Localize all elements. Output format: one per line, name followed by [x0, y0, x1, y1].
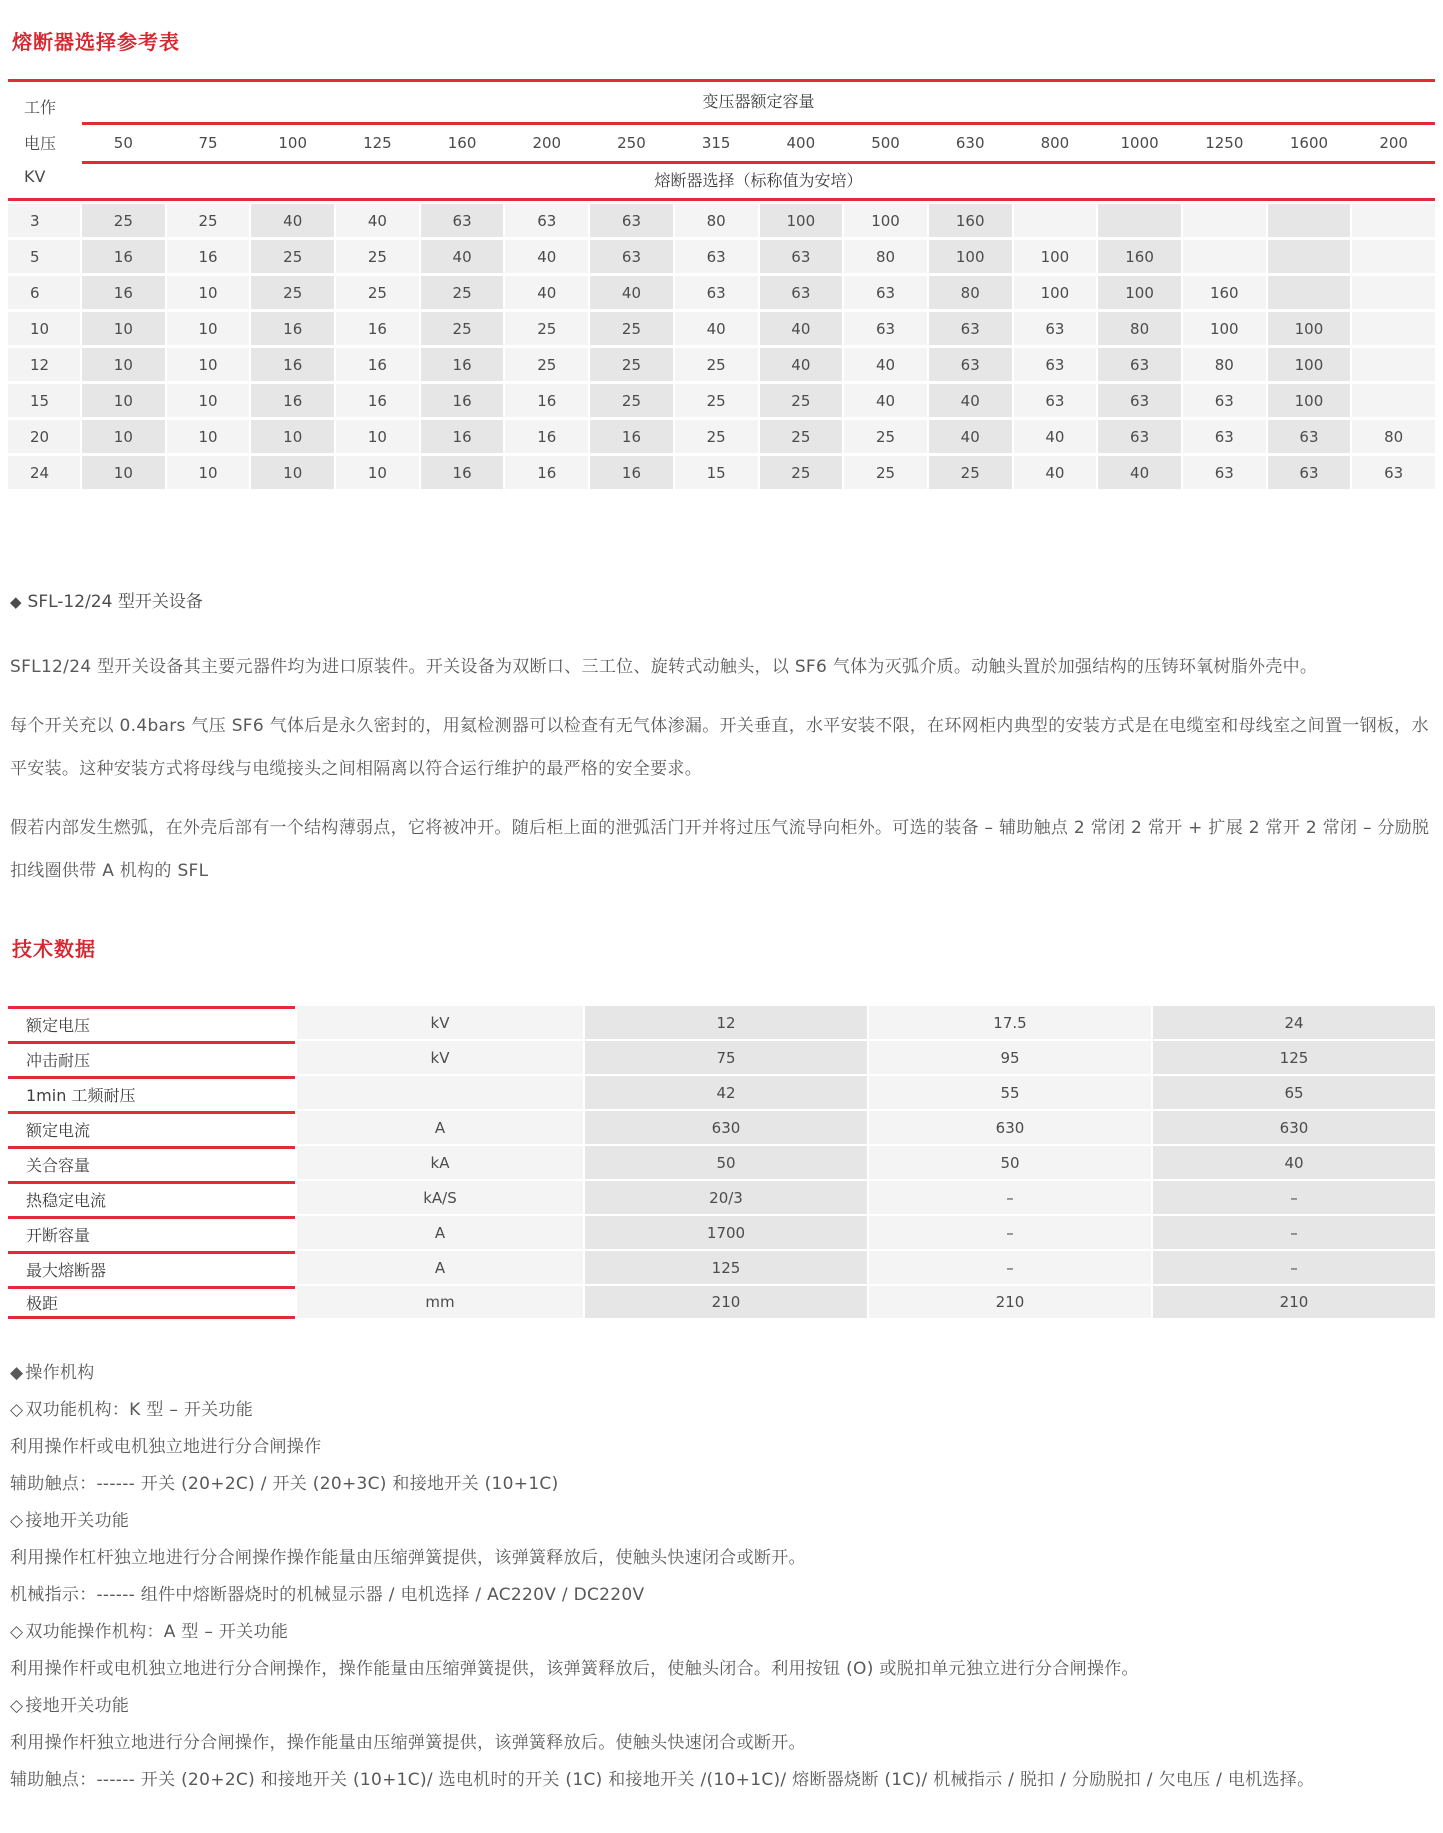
- switchgear-heading: [10, 587, 1435, 612]
- fuse-table-row: [8, 384, 1435, 417]
- fuse-value-cell: [1098, 204, 1181, 237]
- tech-section-title: 技术数据: [12, 937, 96, 961]
- fuse-value-cell: 16: [421, 384, 504, 417]
- tech-unit-cell: [297, 1076, 583, 1109]
- fuse-value-cell: 16: [505, 420, 588, 453]
- fuse-value-cell: 16: [590, 420, 673, 453]
- mechanism-line: [10, 1509, 1435, 1533]
- fuse-value-cell: 25: [675, 420, 758, 453]
- fuse-value-cell: 100: [1268, 348, 1351, 381]
- tech-value-cell: 210: [1153, 1286, 1435, 1318]
- fuse-table-header: [8, 79, 1435, 201]
- fuse-value-cell: 25: [590, 312, 673, 345]
- fuse-value-cell: 40: [760, 312, 843, 345]
- fuse-value-cell: 16: [251, 312, 334, 345]
- tech-row-label: 额定电压: [8, 1006, 295, 1039]
- fuse-value-cell: 16: [336, 348, 419, 381]
- voltage-cell: 24: [8, 456, 80, 489]
- fuse-value-cell: 100: [929, 240, 1012, 273]
- tech-value-cell: 20/3: [585, 1181, 867, 1214]
- fuse-value-cell: 10: [82, 384, 165, 417]
- capacity-header-cell: 315: [701, 134, 731, 152]
- capacity-header-cell: 200: [532, 134, 562, 152]
- fuse-value-cell: 16: [421, 420, 504, 453]
- corner-line: KV: [24, 166, 46, 186]
- fuse-value-cell: 10: [251, 420, 334, 453]
- tech-value-cell: –: [1153, 1181, 1435, 1214]
- fuse-value-cell: [1352, 240, 1435, 273]
- fuse-value-cell: 10: [82, 420, 165, 453]
- tech-unit-cell: mm: [297, 1286, 583, 1318]
- fuse-selection-table: [8, 79, 1435, 489]
- tech-table-row: [8, 1216, 1435, 1249]
- mechanism-text: 辅助触点：------ 开关 (20+2C) / 开关 (20+3C) 和接地开关 (10+1C): [10, 1474, 559, 1494]
- fuse-value-cell: 80: [1098, 312, 1181, 345]
- fuse-value-cell: 10: [167, 312, 250, 345]
- fuse-value-cell: 63: [760, 276, 843, 309]
- fuse-value-cell: 40: [675, 312, 758, 345]
- mechanism-text: 双功能机构：K 型 – 开关功能: [25, 1400, 254, 1420]
- fuse-value-cell: 25: [167, 204, 250, 237]
- fuse-value-cell: 16: [82, 276, 165, 309]
- switchgear-title: SFL-12/24 型开关设备: [27, 592, 203, 612]
- mechanism-text: 机械指示：------ 组件中熔断器烧时的机械显示器 / 电机选择 / AC220V / DC220V: [10, 1585, 645, 1605]
- tech-row-label: 开断容量: [8, 1216, 295, 1249]
- fuse-value-cell: 40: [1014, 456, 1097, 489]
- tech-value-cell: 630: [869, 1111, 1151, 1144]
- fuse-value-cell: 10: [167, 384, 250, 417]
- fuse-value-cell: 63: [1098, 420, 1181, 453]
- fuse-value-cell: 63: [675, 276, 758, 309]
- fuse-value-cell: 16: [336, 384, 419, 417]
- tech-value-cell: 65: [1153, 1076, 1435, 1109]
- fuse-value-cell: 80: [1183, 348, 1266, 381]
- fuse-value-cell: 80: [844, 240, 927, 273]
- fuse-table-row: [8, 312, 1435, 345]
- mechanism-line: [10, 1620, 1435, 1644]
- diamond-hollow-icon: ◇: [10, 1400, 24, 1420]
- mechanism-text: 辅助触点：------ 开关 (20+2C) 和接地开关 (10+1C)/ 选电机时的开关 (1C) 和接地开关 /(10+1C)/ 熔断器烧断 (1C)/ 机械指示 / 脱扣 / 分励脱扣 / 欠电压 / 电机选择。: [10, 1770, 1315, 1790]
- fuse-value-cell: 25: [251, 240, 334, 273]
- tech-value-cell: 50: [869, 1146, 1151, 1179]
- mechanism-text: 利用操作杆或电机独立地进行分合闸操作: [10, 1437, 322, 1457]
- capacity-header-cell: 50: [113, 134, 133, 152]
- tech-value-cell: –: [869, 1251, 1151, 1284]
- fuse-value-cell: 160: [929, 204, 1012, 237]
- tech-value-cell: 50: [585, 1146, 867, 1179]
- fuse-table-row: [8, 348, 1435, 381]
- tech-row-label: 关合容量: [8, 1146, 295, 1179]
- fuse-value-cell: [1183, 204, 1266, 237]
- fuse-value-cell: 25: [251, 276, 334, 309]
- fuse-value-cell: 63: [505, 204, 588, 237]
- tech-table-row: [8, 1076, 1435, 1109]
- fuse-value-cell: 63: [1183, 384, 1266, 417]
- fuse-value-cell: 160: [1183, 276, 1266, 309]
- voltage-cell: 6: [8, 276, 80, 309]
- fuse-value-cell: 16: [505, 384, 588, 417]
- fuse-value-cell: [1014, 204, 1097, 237]
- voltage-cell: 10: [8, 312, 80, 345]
- tech-value-cell: 17.5: [869, 1006, 1151, 1039]
- fuse-value-cell: 16: [505, 456, 588, 489]
- fuse-value-cell: 10: [82, 456, 165, 489]
- fuse-value-cell: [1352, 276, 1435, 309]
- fuse-value-cell: 63: [590, 204, 673, 237]
- fuse-value-cell: 25: [760, 420, 843, 453]
- tech-row-label: 1min 工频耐压: [8, 1076, 295, 1109]
- fuse-value-cell: 80: [1352, 420, 1435, 453]
- fuse-value-cell: 16: [82, 240, 165, 273]
- fuse-value-cell: 100: [1098, 276, 1181, 309]
- fuse-value-cell: 25: [675, 348, 758, 381]
- tech-unit-cell: A: [297, 1251, 583, 1284]
- fuse-value-cell: [1183, 240, 1266, 273]
- fuse-value-cell: 100: [1268, 312, 1351, 345]
- switchgear-paragraphs: [10, 646, 1435, 893]
- voltage-cell: 12: [8, 348, 80, 381]
- fuse-value-cell: 63: [844, 312, 927, 345]
- fuse-value-cell: 40: [844, 348, 927, 381]
- mechanism-text: 操作机构: [25, 1363, 95, 1383]
- tech-unit-cell: kA/S: [297, 1181, 583, 1214]
- tech-value-cell: 95: [869, 1041, 1151, 1074]
- fuse-value-cell: 10: [167, 420, 250, 453]
- fuse-value-cell: 63: [1098, 384, 1181, 417]
- paragraph: 假若内部发生燃弧，在外壳后部有一个结构薄弱点，它将被冲开。随后柜上面的泄弧活门开并将过压气流导向柜外。可选的装备 – 辅助触点 2 常闭 2 常开 + 扩展 2 常开 2 常闭 – 分励脱扣线圈供带 A 机构的 SFL: [10, 818, 1430, 881]
- fuse-value-cell: [1352, 348, 1435, 381]
- fuse-value-cell: 160: [1098, 240, 1181, 273]
- capacity-header-cell: 630: [955, 134, 985, 152]
- fuse-value-cell: 63: [1014, 384, 1097, 417]
- fuse-value-cell: [1268, 204, 1351, 237]
- fuse-value-cell: 63: [1268, 420, 1351, 453]
- fuse-value-cell: 63: [929, 312, 1012, 345]
- diamond-hollow-icon: ◇: [10, 1622, 24, 1642]
- fuse-value-cell: 16: [167, 240, 250, 273]
- fuse-value-cell: [1268, 276, 1351, 309]
- fuse-value-cell: 63: [844, 276, 927, 309]
- diamond-hollow-icon: ◇: [10, 1696, 24, 1716]
- mechanism-line: [10, 1546, 1435, 1570]
- tech-value-cell: –: [1153, 1216, 1435, 1249]
- fuse-value-cell: 63: [590, 240, 673, 273]
- mechanism-text: 利用操作杠杆独立地进行分合闸操作操作能量由压缩弹簧提供，该弹簧释放后，使触头快速闭合或断开。: [10, 1548, 806, 1568]
- fuse-value-cell: 40: [251, 204, 334, 237]
- working-voltage-corner: [8, 82, 80, 198]
- fuse-value-cell: 25: [421, 276, 504, 309]
- tech-unit-cell: kA: [297, 1146, 583, 1179]
- mechanism-line: [10, 1768, 1435, 1792]
- fuse-value-cell: 63: [760, 240, 843, 273]
- capacity-header-cell: 160: [447, 134, 477, 152]
- fuse-value-cell: 10: [167, 456, 250, 489]
- mechanism-text: 接地开关功能: [25, 1696, 130, 1716]
- tech-data-table: [8, 1006, 1435, 1319]
- capacity-header: 变压器额定容量: [82, 82, 1435, 125]
- fuse-value-cell: [1352, 384, 1435, 417]
- tech-unit-cell: A: [297, 1111, 583, 1144]
- fuse-value-cell: 25: [590, 348, 673, 381]
- capacity-header-cell: 1000: [1120, 134, 1159, 152]
- capacity-header-cell: 1600: [1289, 134, 1329, 152]
- fuse-value-cell: 63: [1014, 348, 1097, 381]
- diamond-hollow-icon: ◇: [10, 1511, 24, 1531]
- fuse-table-row: [8, 276, 1435, 309]
- capacity-header-cell: 75: [198, 134, 218, 152]
- tech-value-cell: –: [869, 1216, 1151, 1249]
- fuse-value-cell: 40: [1014, 420, 1097, 453]
- tech-value-cell: –: [869, 1181, 1151, 1214]
- fuse-value-cell: 25: [929, 456, 1012, 489]
- tech-table-row: [8, 1111, 1435, 1144]
- tech-row-label: 最大熔断器: [8, 1251, 295, 1284]
- fuse-value-cell: 10: [167, 348, 250, 381]
- fuse-value-cell: 16: [590, 456, 673, 489]
- capacity-header-cell: 100: [278, 134, 308, 152]
- tech-table-row: [8, 1286, 1435, 1319]
- fuse-value-cell: 10: [167, 276, 250, 309]
- tech-value-cell: 55: [869, 1076, 1151, 1109]
- fuse-value-cell: 63: [1183, 420, 1266, 453]
- fuse-value-cell: 25: [675, 384, 758, 417]
- fuse-table-row: [8, 240, 1435, 273]
- mechanism-line: [10, 1694, 1435, 1718]
- fuse-value-cell: 16: [251, 348, 334, 381]
- tech-row-label: 热稳定电流: [8, 1181, 295, 1214]
- corner-line: 工作: [24, 97, 57, 117]
- fuse-value-cell: 40: [505, 276, 588, 309]
- fuse-table-body: [8, 204, 1435, 489]
- mechanism-text: 接地开关功能: [25, 1511, 130, 1531]
- fuse-value-cell: 25: [336, 240, 419, 273]
- paragraph: 每个开关充以 0.4bars 气压 SF6 气体后是永久密封的，用氦检测器可以检查有无气体渗漏。开关垂直，水平安装不限，在环网柜内典型的安装方式是在电缆室和母线室之间置一钢板，水平安装。这种安装方式将母线与电缆接头之间相隔离以符合运行维护的最严格的安全要求。: [10, 716, 1429, 779]
- paragraph: SFL12/24 型开关设备其主要元器件均为进口原装件。开关设备为双断口、三工位、旋转式动触头，以 SF6 气体为灭弧介质。动触头置於加强结构的压铸环氧树脂外壳中。: [10, 657, 1318, 677]
- diamond-solid-icon: ◆: [10, 1363, 24, 1383]
- capacity-header-cell: 125: [363, 134, 392, 152]
- tech-table-row: [8, 1006, 1435, 1039]
- fuse-value-cell: [1268, 240, 1351, 273]
- tech-row-label: 额定电流: [8, 1111, 295, 1144]
- tech-value-cell: 42: [585, 1076, 867, 1109]
- tech-value-cell: 630: [585, 1111, 867, 1144]
- diamond-solid-icon: ◆: [10, 593, 22, 611]
- tech-value-cell: 630: [1153, 1111, 1435, 1144]
- fuse-value-cell: 100: [760, 204, 843, 237]
- capacity-header-cell: 1250: [1205, 134, 1244, 152]
- tech-value-cell: 125: [1153, 1041, 1435, 1074]
- fuse-value-cell: 25: [336, 276, 419, 309]
- fuse-header-right: [82, 82, 1435, 198]
- fuse-value-cell: 16: [421, 456, 504, 489]
- mechanism-line: [10, 1435, 1435, 1459]
- tech-unit-cell: kV: [297, 1041, 583, 1074]
- voltage-cell: 20: [8, 420, 80, 453]
- mechanism-section: [10, 1361, 1435, 1792]
- capacity-header-cell: 200: [1379, 134, 1408, 152]
- fuse-value-cell: 63: [929, 348, 1012, 381]
- capacity-header-cell: 800: [1040, 134, 1070, 152]
- fuse-section-title: 熔断器选择参考表: [12, 30, 180, 54]
- capacity-header-cell: 250: [617, 134, 646, 152]
- mechanism-line: [10, 1398, 1435, 1422]
- mechanism-line: [10, 1583, 1435, 1607]
- capacity-header-cell: 400: [786, 134, 816, 152]
- fuse-value-cell: 16: [336, 312, 419, 345]
- fuse-capacity-row: [82, 125, 1435, 164]
- fuse-value-cell: 63: [675, 240, 758, 273]
- mechanism-text: 双功能操作机构：A 型 – 开关功能: [25, 1622, 289, 1642]
- fuse-value-cell: 40: [760, 348, 843, 381]
- fuse-value-cell: 40: [844, 384, 927, 417]
- fuse-value-cell: 25: [760, 456, 843, 489]
- voltage-cell: 5: [8, 240, 80, 273]
- fuse-table-row: [8, 456, 1435, 489]
- fuse-value-cell: 15: [675, 456, 758, 489]
- fuse-value-cell: [1352, 312, 1435, 345]
- fuse-value-cell: 10: [336, 420, 419, 453]
- fuse-value-cell: 25: [590, 384, 673, 417]
- fuse-value-cell: 25: [505, 312, 588, 345]
- fuse-value-cell: 40: [505, 240, 588, 273]
- tech-table-row: [8, 1146, 1435, 1179]
- voltage-cell: 3: [8, 204, 80, 237]
- fuse-value-cell: 100: [1014, 240, 1097, 273]
- fuse-value-cell: 63: [1098, 348, 1181, 381]
- tech-value-cell: 12: [585, 1006, 867, 1039]
- tech-value-cell: 24: [1153, 1006, 1435, 1039]
- fuse-value-cell: 25: [760, 384, 843, 417]
- tech-row-label: 冲击耐压: [8, 1041, 295, 1074]
- fuse-value-cell: 25: [505, 348, 588, 381]
- fuse-value-cell: 40: [421, 240, 504, 273]
- fuse-value-cell: 100: [1014, 276, 1097, 309]
- fuse-value-cell: 63: [421, 204, 504, 237]
- tech-unit-cell: A: [297, 1216, 583, 1249]
- fuse-value-cell: 100: [1268, 384, 1351, 417]
- fuse-table-row: [8, 420, 1435, 453]
- fuse-value-cell: 63: [1268, 456, 1351, 489]
- fuse-value-cell: 10: [82, 348, 165, 381]
- fuse-value-cell: 10: [82, 312, 165, 345]
- corner-line: 电压: [24, 133, 57, 153]
- fuse-value-cell: 40: [929, 384, 1012, 417]
- mechanism-line: [10, 1657, 1435, 1681]
- fuse-value-cell: 16: [251, 384, 334, 417]
- tech-value-cell: 40: [1153, 1146, 1435, 1179]
- fuse-value-cell: 40: [929, 420, 1012, 453]
- tech-row-label: 极距: [8, 1286, 295, 1319]
- tech-table-row: [8, 1041, 1435, 1074]
- capacity-header-cell: 500: [871, 134, 900, 152]
- tech-table-body: [8, 1006, 1435, 1319]
- tech-table-row: [8, 1251, 1435, 1284]
- fuse-value-cell: 16: [421, 348, 504, 381]
- tech-value-cell: 210: [869, 1286, 1151, 1318]
- fuse-value-cell: 25: [82, 204, 165, 237]
- mechanism-line: [10, 1472, 1435, 1496]
- fuse-value-cell: 80: [929, 276, 1012, 309]
- fuse-value-cell: 25: [844, 420, 927, 453]
- fuse-value-cell: 63: [1183, 456, 1266, 489]
- fuse-value-cell: 40: [1098, 456, 1181, 489]
- fuse-table-row: [8, 204, 1435, 237]
- fuse-value-cell: 100: [844, 204, 927, 237]
- tech-value-cell: 1700: [585, 1216, 867, 1249]
- tech-value-cell: –: [1153, 1251, 1435, 1284]
- mechanism-line: [10, 1731, 1435, 1755]
- fuse-value-cell: 63: [1014, 312, 1097, 345]
- voltage-cell: 15: [8, 384, 80, 417]
- tech-table-row: [8, 1181, 1435, 1214]
- fuse-value-cell: 40: [590, 276, 673, 309]
- fuse-value-cell: 63: [1352, 456, 1435, 489]
- fuse-value-cell: 80: [675, 204, 758, 237]
- fuse-value-cell: 25: [844, 456, 927, 489]
- selection-header: 熔断器选择（标称值为安培）: [654, 171, 863, 190]
- fuse-value-cell: 100: [1183, 312, 1266, 345]
- mechanism-text: 利用操作杆或电机独立地进行分合闸操作，操作能量由压缩弹簧提供，该弹簧释放后，使触头闭合。利用按钮 (O) 或脱扣单元独立进行分合闸操作。: [10, 1659, 1139, 1679]
- mechanism-line: [10, 1361, 1435, 1385]
- mechanism-text: 利用操作杆独立地进行分合闸操作，操作能量由压缩弹簧提供，该弹簧释放后。使触头快速闭合或断开。: [10, 1733, 806, 1753]
- fuse-value-cell: 25: [421, 312, 504, 345]
- tech-value-cell: 210: [585, 1286, 867, 1318]
- fuse-value-cell: [1352, 204, 1435, 237]
- tech-value-cell: 125: [585, 1251, 867, 1284]
- fuse-value-cell: 10: [336, 456, 419, 489]
- tech-value-cell: 75: [585, 1041, 867, 1074]
- tech-unit-cell: kV: [297, 1006, 583, 1039]
- fuse-value-cell: 40: [336, 204, 419, 237]
- fuse-value-cell: 10: [251, 456, 334, 489]
- switchgear-section: [10, 587, 1435, 893]
